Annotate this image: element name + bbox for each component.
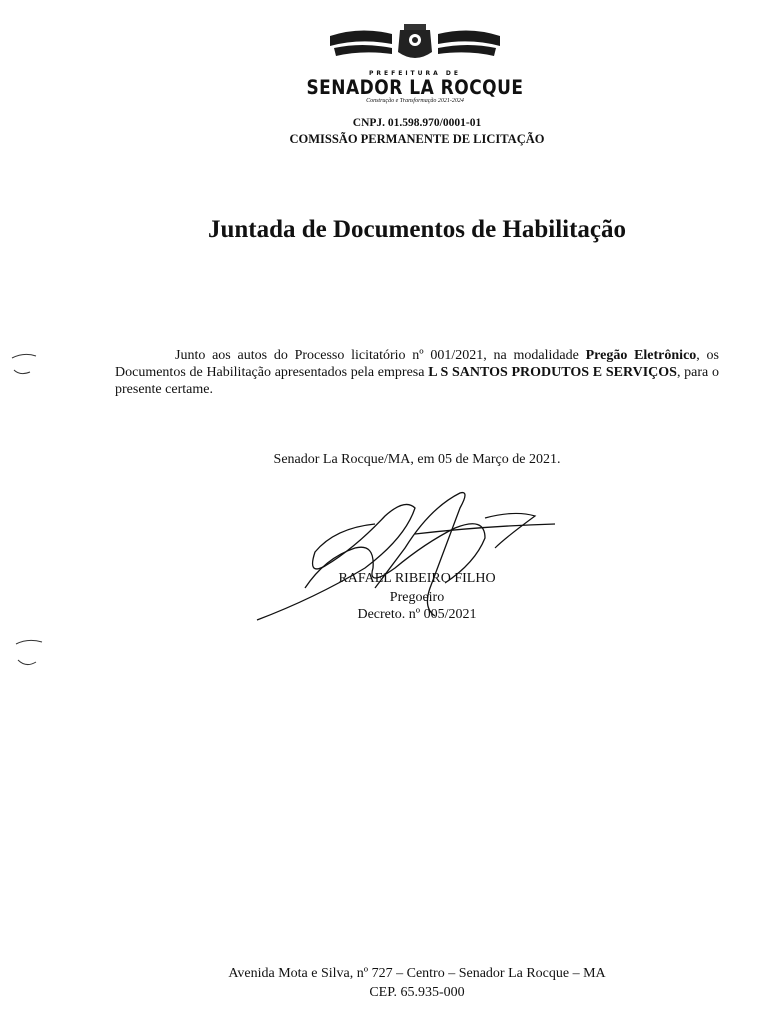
signatory-decree: Decreto. nº 005/2021: [357, 607, 477, 622]
commission-line: COMISSÃO PERMANENTE DE LICITAÇÃO: [289, 132, 545, 146]
document-title: Juntada de Documentos de Habilitação: [207, 216, 627, 243]
signatory-role: Pregoeiro: [389, 590, 445, 605]
body-text-part3: , para o presente certame.: [115, 365, 719, 397]
footer-cep: CEP. 65.935-000: [369, 985, 465, 1000]
signatory-name: RAFAEL RIBEIRO FILHO: [338, 571, 496, 586]
logo-tagline: Construção e Transformação 2021-2024: [366, 98, 464, 104]
body-text-part2: , os Documentos de Habilitação apresentados pela empresa: [115, 348, 720, 380]
body-bold-modality: Pregão Eletrônico: [585, 348, 697, 363]
cnpj-line: CNPJ. 01.598.970/0001-01: [352, 117, 482, 129]
dateline: Senador La Rocque/MA, em 05 de Março de 2021.: [273, 452, 561, 467]
footer-address: Avenida Mota e Silva, nº 727 – Centro – Senador La Rocque – MA: [228, 966, 606, 981]
body-bold-company: L S SANTOS PRODUTOS E SERVIÇOS: [428, 365, 677, 380]
body-text-part1: Junto aos autos do Processo licitatório nº 001/2021, na modalidade: [175, 348, 586, 363]
logo-name: SENADOR LA ROCQUE: [306, 76, 524, 100]
logo-small-text: PREFEITURA DE: [369, 70, 461, 77]
